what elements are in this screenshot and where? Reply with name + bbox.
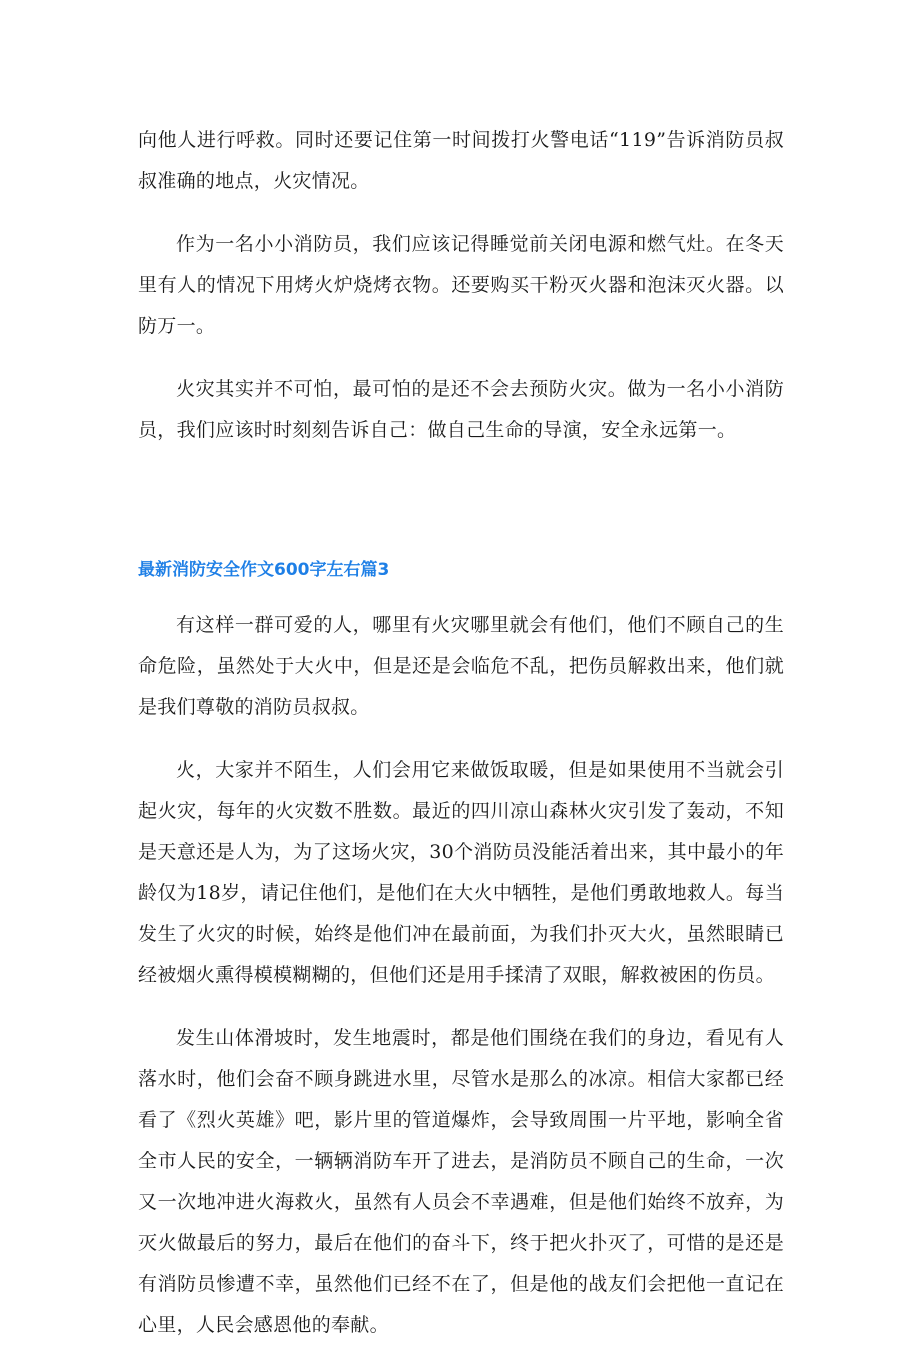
paragraph: 火灾其实并不可怕，最可怕的是还不会去预防火灾。做为一名小小消防员，我们应该时时刻刻告诉自己：做自己生命的导演，安全永远第一。 bbox=[138, 378, 784, 441]
paragraph: 有这样一群可爱的人，哪里有火灾哪里就会有他们，他们不顾自己的生命危险，虽然处于大火中，但是还是会临危不乱，把伤员解救出来，他们就是我们尊敬的消防员叔叔。 bbox=[138, 614, 784, 718]
paragraph: 发生山体滑坡时，发生地震时，都是他们围绕在我们的身边，看见有人落水时，他们会奋不顾身跳进水里，尽管水是那么的冰凉。相信大家都已经看了《烈火英雄》吧，影片里的管道爆炸，会导致周围一片平地，影响全省全市人民的安全，一辆辆消防车开了进去，是消防员不顾自己的生命，一次又一次地冲进火海救火，虽然有人员会不幸遇难，但是他们始终不放弃，为灭火做最后的努力，最后在他们的奋斗下，终于把火扑灭了，可惜的是还是有消防员惨遭不幸，虽然他们已经不在了，但是他的战友们会把他一直记在心里，人民会感恩他的奉献。 bbox=[138, 1027, 784, 1336]
document-page bbox=[138, 120, 784, 1368]
section-spacer bbox=[138, 473, 784, 555]
paragraph-continued: 向他人进行呼救。同时还要记住第一时间拨打火警电话“119”告诉消防员叔叔准确的地点，火灾情况。 bbox=[138, 129, 784, 192]
section-heading: 最新消防安全作文600字左右篇3 bbox=[138, 560, 390, 580]
paragraph: 火，大家并不陌生，人们会用它来做饭取暖，但是如果使用不当就会引起火灾，每年的火灾数不胜数。最近的四川凉山森林火灾引发了轰动，不知是天意还是人为，为了这场火灾，30个消防员没能活着出来，其中最小的年龄仅为18岁，请记住他们，是他们在大火中牺牲，是他们勇敢地救人。每当发生了火灾的时候，始终是他们冲在最前面，为我们扑灭大火，虽然眼睛已经被烟火熏得模模糊糊的，但他们还是用手揉清了双眼，解救被困的伤员。 bbox=[138, 759, 784, 986]
heading-spacer bbox=[138, 585, 784, 605]
paragraph: 作为一名小小消防员，我们应该记得睡觉前关闭电源和燃气灶。在冬天里有人的情况下用烤火炉烧烤衣物。还要购买干粉灭火器和泡沫灭火器。以防万一。 bbox=[138, 233, 784, 337]
